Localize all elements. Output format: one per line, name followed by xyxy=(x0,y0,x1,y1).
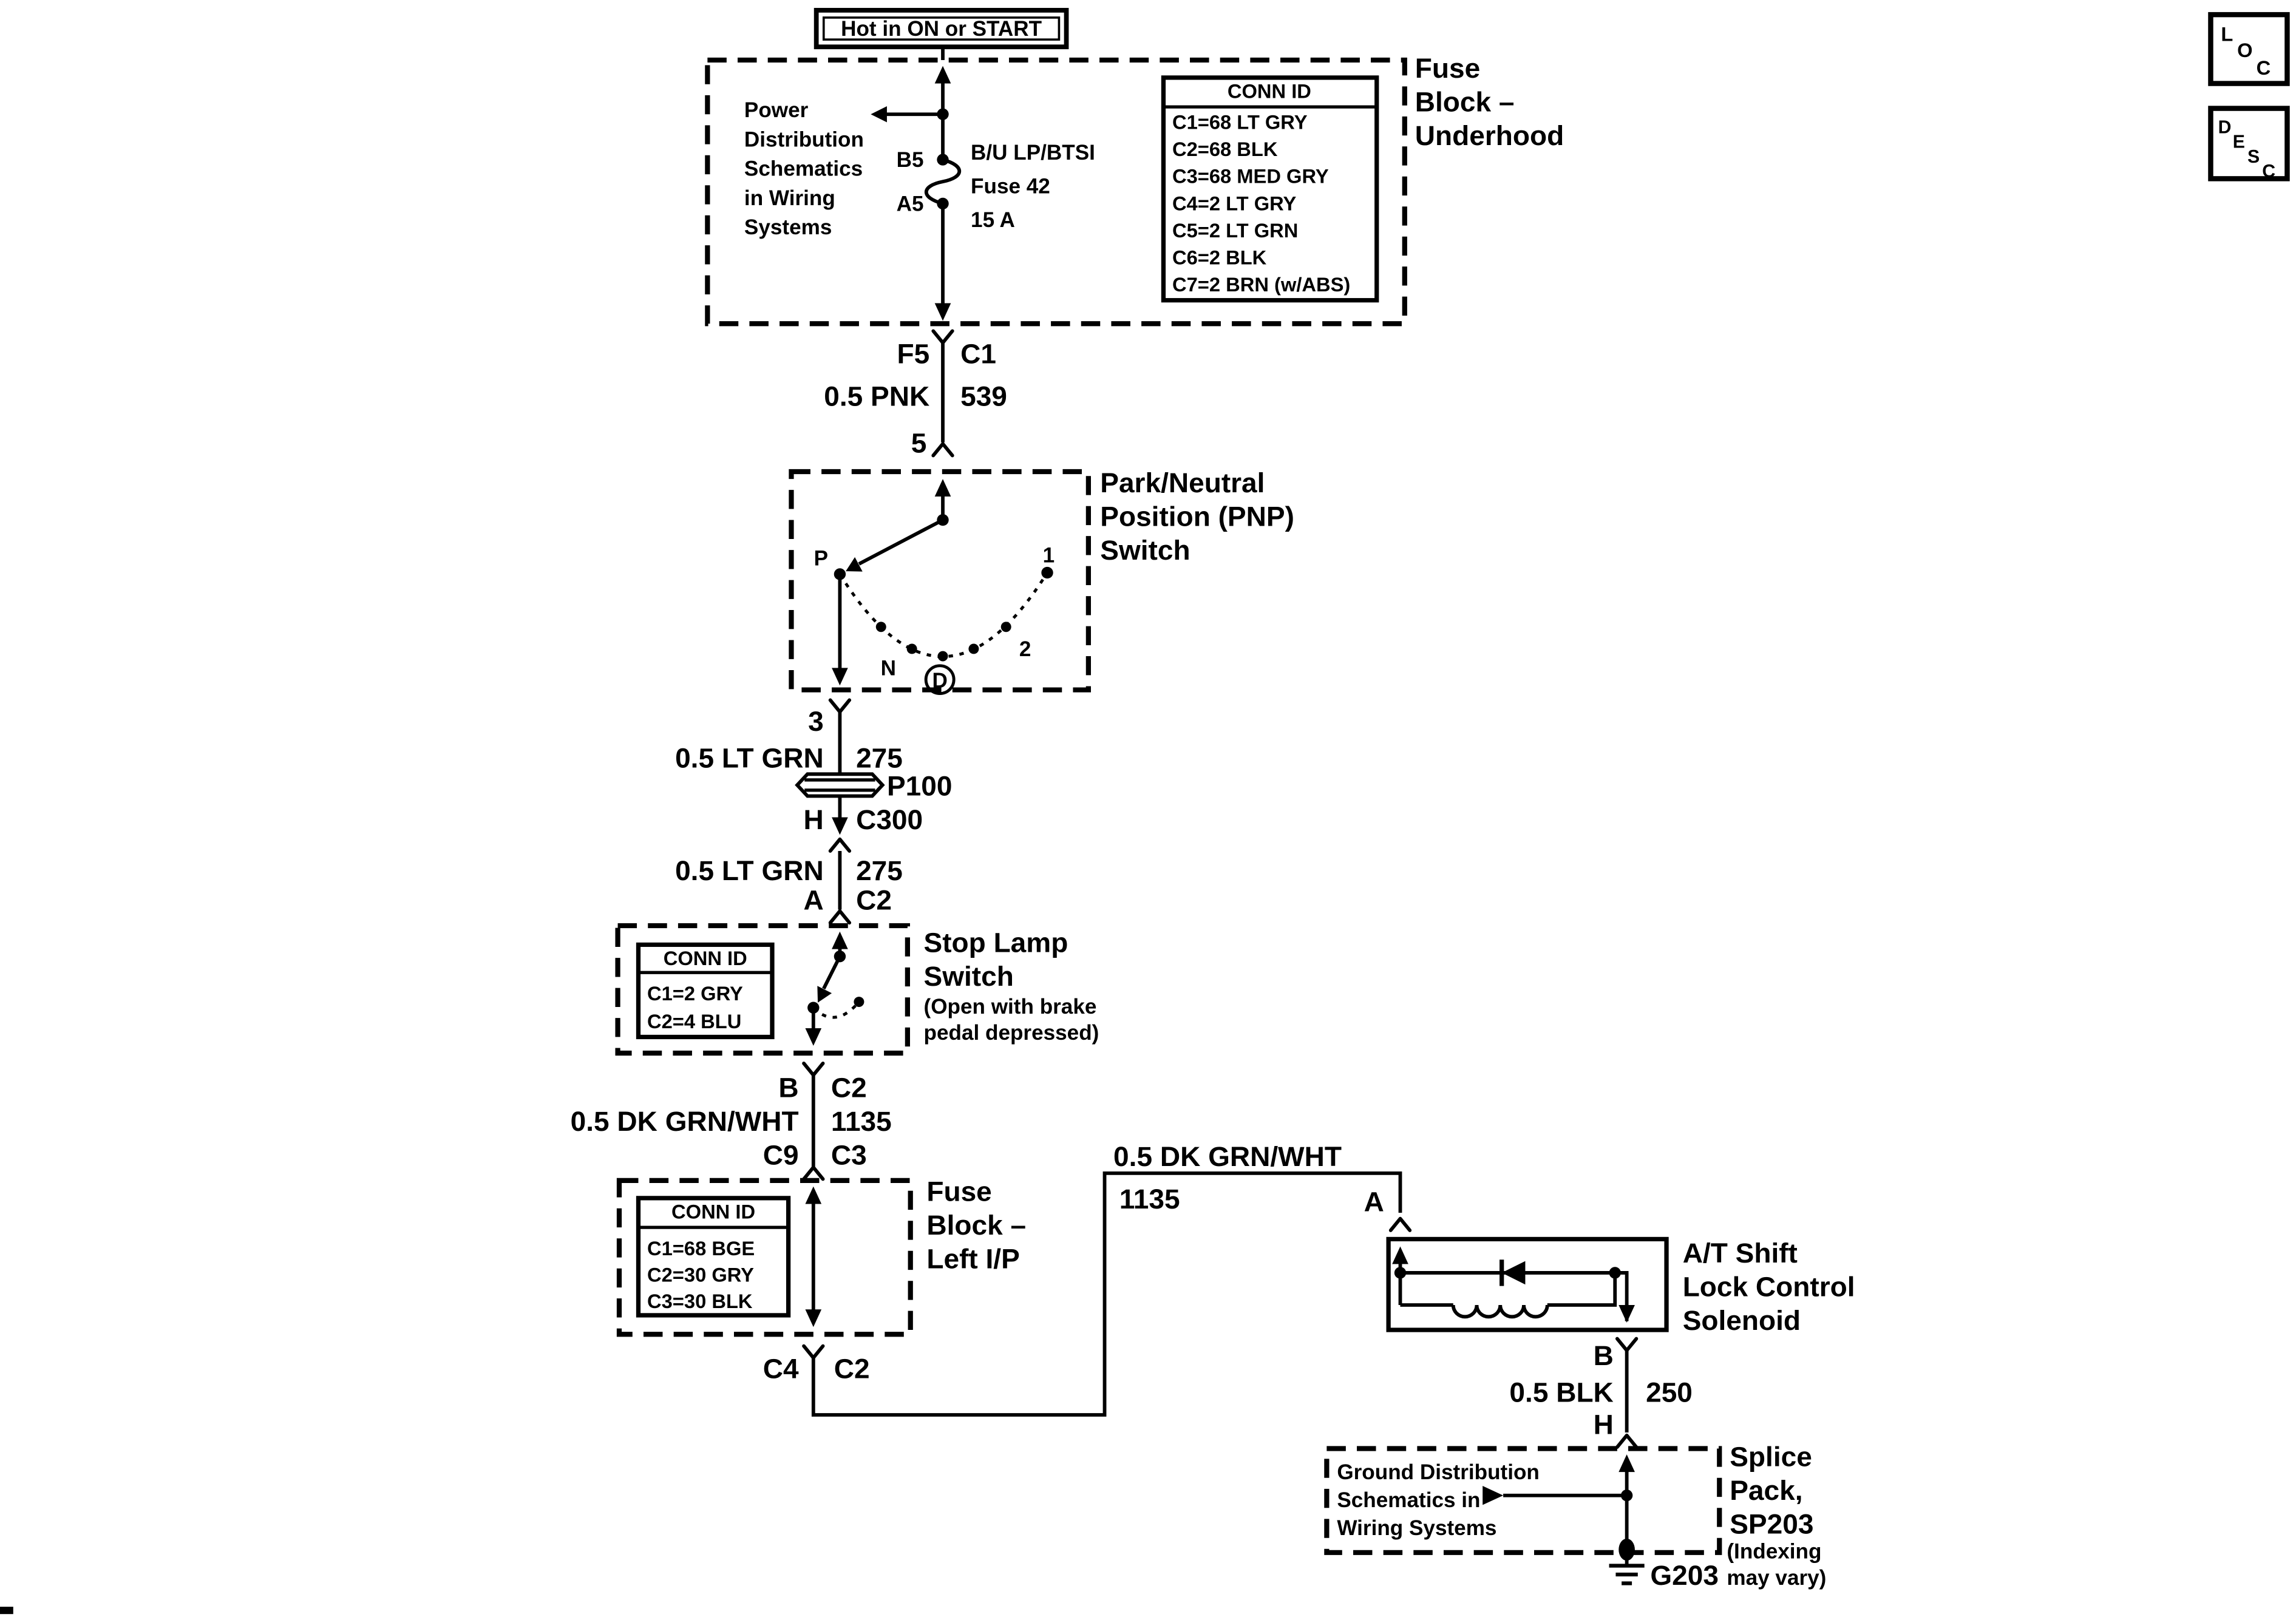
note-line: in Wiring xyxy=(744,186,835,210)
desc-tab xyxy=(2210,109,2287,181)
wire-1135-routing xyxy=(763,1141,1410,1415)
arrow-down-icon xyxy=(832,668,848,685)
component-name-line: SP203 xyxy=(1730,1508,1814,1540)
terminal-label: 3 xyxy=(808,705,824,737)
contact-2-dot xyxy=(1001,622,1011,632)
terminal-label: B xyxy=(1593,1340,1614,1371)
connector-chevron-icon xyxy=(804,1063,823,1075)
terminal-label: A xyxy=(1364,1185,1384,1218)
table-row: C4=2 LT GRY xyxy=(1172,192,1297,215)
desc-letter: C xyxy=(2262,161,2276,181)
fuse-block-left-ip-label xyxy=(926,1176,1026,1275)
connector-chevron-icon xyxy=(1617,1436,1636,1447)
component-name-line: Fuse xyxy=(1415,52,1481,84)
desc-letter: E xyxy=(2232,132,2246,152)
component-name-line: A/T Shift xyxy=(1682,1237,1798,1269)
fuse-name-line: B/U LP/BTSI xyxy=(971,141,1095,165)
pnp-switch xyxy=(791,467,1294,694)
connector-chevron-icon xyxy=(804,1346,823,1358)
diode-icon xyxy=(1502,1259,1526,1286)
stop-lamp-switch xyxy=(618,926,1099,1053)
switch-blade xyxy=(824,957,840,989)
wire-size-label: 0.5 PNK xyxy=(824,380,930,412)
connector-chevron-icon xyxy=(830,700,849,711)
power-distribution-note xyxy=(744,98,864,239)
connector-chevron-icon xyxy=(1391,1219,1410,1230)
position-label-n: N xyxy=(880,656,897,680)
terminal-label: B xyxy=(778,1071,799,1103)
component-name-line: Fuse xyxy=(926,1175,992,1207)
switch-travel-arc xyxy=(813,1002,859,1018)
wire-539-segment xyxy=(824,331,1007,458)
wire-size-label: 0.5 BLK xyxy=(1509,1376,1614,1408)
component-name-line: Lock Control xyxy=(1682,1270,1855,1303)
coil-icon xyxy=(1453,1305,1547,1317)
component-name-line: Switch xyxy=(923,960,1014,992)
component-note-line: (Open with brake xyxy=(923,994,1097,1019)
page-corner-mark xyxy=(0,1607,13,1614)
arrow-down-icon xyxy=(935,303,951,321)
note-line: Distribution xyxy=(744,127,864,152)
position-label-d: D xyxy=(932,668,948,693)
component-name-line: Stop Lamp xyxy=(923,926,1068,958)
position-label-p: P xyxy=(813,546,829,571)
wire-275-segment xyxy=(675,700,952,923)
connector-chevron-icon xyxy=(1617,1339,1636,1351)
underhood-conn-id-table xyxy=(1163,78,1376,300)
table-row: C1=2 GRY xyxy=(647,982,743,1005)
circuit-number-label: 539 xyxy=(960,380,1007,412)
component-name-line: Switch xyxy=(1100,534,1190,566)
circuit-number-label: 275 xyxy=(856,742,903,774)
component-note-line: (Indexing xyxy=(1727,1539,1822,1564)
table-header: CONN ID xyxy=(671,1200,756,1223)
table-row: C7=2 BRN (w/ABS) xyxy=(1172,273,1351,296)
table-row: C6=2 BLK xyxy=(1172,246,1267,269)
circuit-number-label: 275 xyxy=(856,855,903,887)
splice-pack-sp203 xyxy=(1326,1441,1826,1591)
pnp-switch-label xyxy=(1100,467,1294,566)
stop-lamp-conn-id-table xyxy=(638,944,772,1037)
contact-dot xyxy=(876,622,886,632)
contact-d-dot xyxy=(938,651,948,662)
contact-dot xyxy=(968,644,979,654)
terminal-label: A xyxy=(803,884,824,916)
terminal-label: C4 xyxy=(763,1352,799,1385)
banner-text: Hot in ON or START xyxy=(841,17,1042,41)
note-line: Schematics xyxy=(744,157,863,181)
wire-1135-segment xyxy=(571,1063,892,1179)
table-row: C3=30 BLK xyxy=(647,1289,753,1312)
fuse-block-left-ip xyxy=(619,1176,1026,1335)
component-name-line: Left I/P xyxy=(926,1242,1020,1275)
shift-lock-solenoid xyxy=(1388,1237,1855,1336)
connector-label: C1 xyxy=(960,337,996,370)
coil-lead-right xyxy=(1547,1273,1615,1305)
terminal-label: H xyxy=(803,803,824,835)
position-label-1: 1 xyxy=(1042,543,1055,568)
fuse-name-line: Fuse 42 xyxy=(971,174,1050,198)
wire-size-label: 0.5 LT GRN xyxy=(675,855,824,887)
note-line: Wiring Systems xyxy=(1337,1516,1497,1540)
solenoid-label xyxy=(1683,1237,1855,1336)
ground-id-label: G203 xyxy=(1650,1559,1719,1591)
wire-1135-route xyxy=(813,1173,1401,1415)
component-note-line: may vary) xyxy=(1727,1565,1827,1590)
ground-symbol-icon xyxy=(1609,1557,1645,1583)
fuse-name-line: 15 A xyxy=(971,208,1015,232)
terminal-label: F5 xyxy=(897,337,930,370)
table-row: C5=2 LT GRN xyxy=(1172,219,1299,242)
connector-chevron-icon xyxy=(933,444,952,455)
arrow-down-icon xyxy=(1618,1305,1635,1323)
fuse-42-symbol xyxy=(897,141,1095,232)
arrow-left-icon xyxy=(871,106,887,123)
left-ip-conn-id-table xyxy=(638,1198,788,1315)
contact-n-dot xyxy=(907,644,917,654)
arrow-down-icon xyxy=(805,1309,821,1327)
loc-letter: L xyxy=(2221,22,2233,46)
component-name-line: Block – xyxy=(1415,86,1515,118)
junction-dot xyxy=(1621,1490,1632,1501)
terminal-label: 5 xyxy=(911,427,927,459)
table-row: C2=4 BLU xyxy=(647,1010,742,1032)
fuse-curve xyxy=(926,160,960,203)
connector-label: C2 xyxy=(834,1352,870,1385)
table-row: C3=68 MED GRY xyxy=(1172,164,1329,188)
ground-distribution-note xyxy=(1337,1460,1540,1540)
loc-tab xyxy=(2210,15,2287,83)
note-line: Ground Distribution xyxy=(1337,1460,1540,1485)
switch-upper-dot xyxy=(834,951,846,962)
connector-chevron-icon xyxy=(830,911,849,923)
splice-label: P100 xyxy=(886,770,953,802)
position-label-2: 2 xyxy=(1019,637,1031,662)
contact-1-dot xyxy=(1041,567,1053,578)
circuit-number-label: 250 xyxy=(1646,1376,1693,1408)
table-row: C2=68 BLK xyxy=(1172,138,1278,160)
component-name-line: Block – xyxy=(926,1209,1027,1241)
arrow-right-icon xyxy=(1483,1486,1503,1505)
component-name-line: Underhood xyxy=(1415,119,1564,151)
connector-chevron-icon xyxy=(933,331,952,342)
splice-outline xyxy=(797,774,883,796)
table-header: CONN ID xyxy=(1227,80,1311,103)
fuse-pin-label: B5 xyxy=(896,148,924,172)
circuit-number-label: 1135 xyxy=(1119,1182,1180,1215)
fuse-block-underhood xyxy=(707,52,1564,324)
stop-lamp-switch-label xyxy=(924,927,1099,1045)
pnp-contact-arc xyxy=(840,573,1047,657)
loc-letter: C xyxy=(2256,56,2271,80)
power-feed-banner xyxy=(817,10,1067,47)
table-row: C1=68 LT GRY xyxy=(1172,110,1308,134)
component-name-line: Position (PNP) xyxy=(1100,500,1294,532)
splice-p100-symbol xyxy=(797,774,883,796)
component-name-line: Pack, xyxy=(1730,1474,1803,1506)
fuse-pin-label: A5 xyxy=(896,192,924,216)
connector-chevron-icon xyxy=(804,1167,823,1179)
loc-letter: O xyxy=(2237,39,2253,62)
component-note-line: pedal depressed) xyxy=(923,1021,1099,1045)
table-row: C1=68 BGE xyxy=(647,1237,755,1259)
diode-triangle xyxy=(1502,1261,1526,1285)
arrow-down-icon xyxy=(805,1028,821,1046)
wire-size-label: 0.5 LT GRN xyxy=(675,742,824,774)
connector-label: C2 xyxy=(830,1071,867,1103)
terminal-label: H xyxy=(1593,1408,1614,1440)
wire-size-label: 0.5 DK GRN/WHT xyxy=(1113,1140,1342,1172)
note-line: Systems xyxy=(744,215,832,240)
pnp-wiper-arm xyxy=(859,520,943,564)
component-name-line: Solenoid xyxy=(1682,1304,1801,1337)
note-line: Power xyxy=(744,98,809,123)
circuit-number-label: 1135 xyxy=(830,1105,892,1137)
connector-label: C300 xyxy=(856,803,923,835)
note-line: Schematics in xyxy=(1337,1488,1481,1513)
terminal-label: C9 xyxy=(763,1139,799,1171)
component-name-line: Splice xyxy=(1730,1440,1812,1473)
connector-label: C2 xyxy=(856,884,892,916)
arrow-down-icon xyxy=(832,817,848,835)
desc-letter: D xyxy=(2218,117,2232,138)
wire-250-segment xyxy=(1509,1339,1693,1448)
splice-pack-label xyxy=(1727,1441,1826,1590)
desc-letter: S xyxy=(2247,146,2260,167)
wire-size-label: 0.5 DK GRN/WHT xyxy=(570,1105,799,1137)
connector-chevron-icon xyxy=(830,839,849,851)
switch-open-contact-dot xyxy=(854,997,864,1007)
fuse-block-underhood-label xyxy=(1415,52,1564,151)
connector-label: C3 xyxy=(830,1139,867,1171)
table-row: C2=30 GRY xyxy=(647,1263,754,1286)
table-header: CONN ID xyxy=(663,947,747,970)
component-name-line: Park/Neutral xyxy=(1100,466,1265,498)
